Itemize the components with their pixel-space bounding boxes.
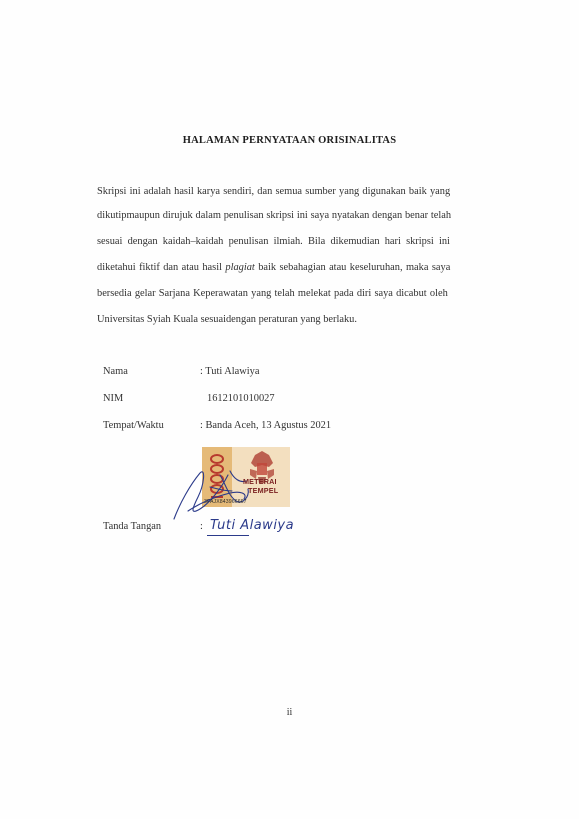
paragraph-line-1: Skripsi ini adalah hasil karya sendiri, dan semua sumber yang digunakan baik yang: [97, 186, 451, 197]
tempel-label: TEMPEL: [248, 486, 279, 495]
meterai-label: METERAI: [243, 477, 277, 486]
nim-value: 1612101010027: [207, 393, 275, 404]
meterai-serial-code: 3FAJX843966667: [204, 499, 247, 505]
tanda-tangan-label: Tanda Tangan: [103, 521, 162, 532]
tanda-tangan-colon: :: [200, 521, 203, 532]
plagiat-italic: plagiat: [225, 262, 255, 273]
page-title: HALAMAN PERNYATAAN ORISINALITAS: [182, 135, 397, 146]
paragraph-line-4: diketahui fiktif dan atau hasil plagiat baik sebahagian atau keseluruhan, maka saya: [97, 262, 451, 273]
signature-stamp-image: [170, 445, 305, 527]
paragraph-line-3: sesuai dengan kaidah–kaidah penulisan ilmiah. Bila dikemudian hari skripsi ini: [97, 236, 450, 247]
handwritten-name: Tuti Alawiya: [210, 518, 295, 533]
nim-label: NIM: [103, 393, 124, 404]
paragraph-line-6: Universitas Syiah Kuala sesuaidengan peraturan yang berlaku.: [97, 314, 357, 325]
nama-label: Nama: [103, 366, 128, 377]
nama-value: : Tuti Alawiya: [200, 366, 260, 377]
tempat-waktu-value: : Banda Aceh, 13 Agustus 2021: [200, 420, 332, 431]
handwritten-underline: [207, 535, 249, 536]
page-number: ii: [286, 707, 293, 718]
paragraph-line-5: bersedia gelar Sarjana Keperawatan yang telah melekat pada diri saya dicabut oleh: [97, 288, 448, 299]
tempat-waktu-label: Tempat/Waktu: [103, 420, 164, 431]
paragraph-line-2: dikutipmaupun dirujuk dalam penulisan skripsi ini saya nyatakan dengan benar telah: [97, 210, 452, 221]
